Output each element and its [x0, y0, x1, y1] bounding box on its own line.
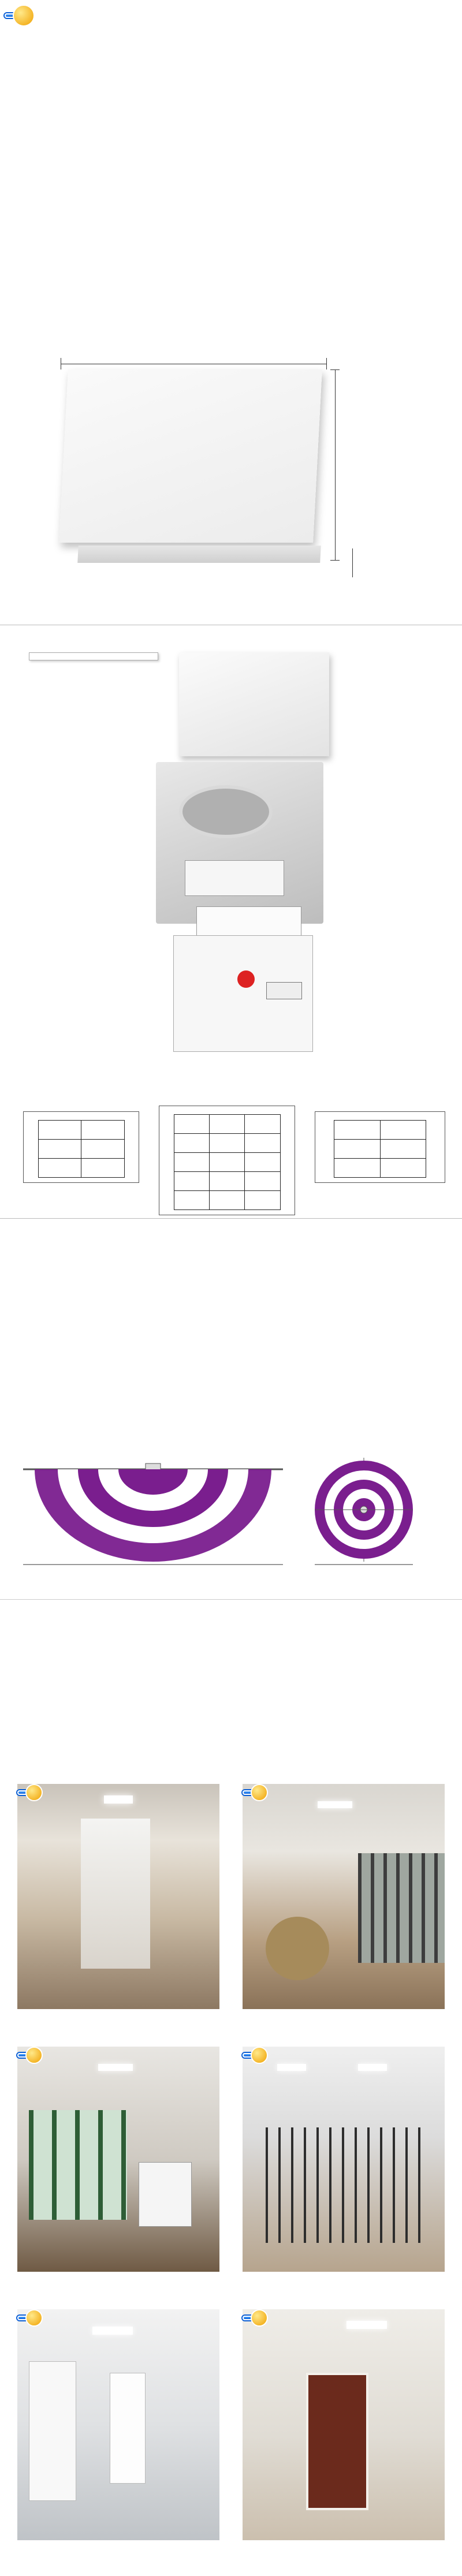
range-diagram: [12, 1440, 450, 1573]
terminal-icon: [266, 982, 302, 999]
ceiling-lamp-icon: [358, 2064, 387, 2071]
scene-photo-balcony: [243, 1784, 445, 2009]
ceiling-lamp-icon: [104, 1795, 133, 1804]
distance-table-box: [23, 1111, 139, 1183]
ceiling-lamp-icon: [346, 2321, 387, 2329]
side-view: [23, 1464, 283, 1565]
ceiling-lamp-icon: [92, 2327, 133, 2335]
divider: [0, 1599, 462, 1600]
product-size-figure: [52, 346, 346, 572]
led-ring: [179, 785, 273, 838]
cds-sensor-icon: [237, 970, 255, 988]
day-night-table-box: [315, 1111, 445, 1183]
brand-logo: [5, 5, 35, 27]
day-night-table: [334, 1120, 426, 1178]
panel-light-image: [59, 369, 322, 543]
time-table-box: [159, 1106, 295, 1215]
driver-box: [185, 860, 284, 896]
panel-internal-image: [156, 762, 323, 924]
scene-photo-hallway: [243, 2309, 445, 2540]
control-module-image: [173, 935, 313, 1052]
ceiling-lamp-icon: [277, 2064, 306, 2071]
ceiling-lamp-icon: [318, 1801, 352, 1808]
divider: [0, 1218, 462, 1219]
callout-sensor-module: [29, 652, 158, 660]
distance-table: [38, 1120, 125, 1178]
scene-photo-stairway: [243, 2047, 445, 2272]
height-dimension-line: [335, 369, 336, 560]
header: [5, 5, 39, 27]
scene-logo: [17, 2047, 43, 2064]
scene-logo: [243, 2309, 268, 2327]
logo-text-right: [13, 5, 35, 27]
panel-front-image: [179, 652, 329, 756]
ceiling-lamp-icon: [98, 2064, 133, 2071]
top-view: [315, 1458, 413, 1565]
scene-photo-corridor: [17, 1784, 219, 2009]
time-table: [174, 1114, 281, 1210]
panel-side: [77, 546, 321, 563]
scene-logo: [243, 2047, 268, 2064]
scene-logo: [17, 2309, 43, 2327]
scene-photo-laundry: [17, 2047, 219, 2272]
scene-logo: [243, 1784, 268, 1801]
scene-photo-room: [17, 2309, 219, 2540]
scene-logo: [17, 1784, 43, 1801]
